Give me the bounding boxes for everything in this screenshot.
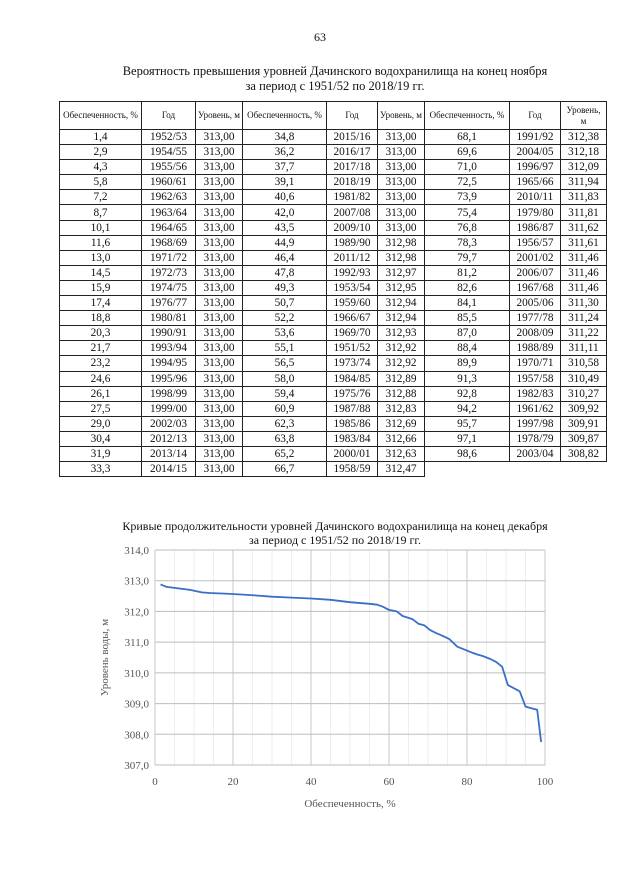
table-cell: 1959/60 <box>327 296 378 311</box>
table-row <box>60 462 607 477</box>
table-cell: 313,00 <box>196 235 243 250</box>
table-cell: 2011/12 <box>327 250 378 265</box>
table-cell: 78,3 <box>425 235 510 250</box>
table-cell: 1990/91 <box>142 326 196 341</box>
y-tick-label: 308,0 <box>124 729 149 742</box>
table-cell: 313,00 <box>196 386 243 401</box>
x-axis-label: Обеспеченность, % <box>304 798 396 810</box>
table-cell: 2009/10 <box>327 220 378 235</box>
table-row <box>60 160 607 175</box>
table-cell: 44,9 <box>243 235 327 250</box>
table-cell: 1956/57 <box>510 235 561 250</box>
table-cell: 312,98 <box>378 250 425 265</box>
table-cell: 311,61 <box>561 235 607 250</box>
table-cell: 1974/75 <box>142 280 196 295</box>
table-cell: 85,5 <box>425 311 510 326</box>
table-cell: 311,30 <box>561 296 607 311</box>
x-tick-label: 60 <box>383 776 395 788</box>
table-cell: 313,00 <box>378 160 425 175</box>
table-cell: 53,6 <box>243 326 327 341</box>
x-tick-label: 20 <box>227 776 239 788</box>
table-cell: 313,00 <box>196 280 243 295</box>
table-header-cell: Год <box>510 102 561 130</box>
table-cell: 313,00 <box>378 220 425 235</box>
table-cell: 312,97 <box>378 265 425 280</box>
table-cell: 1965/66 <box>510 175 561 190</box>
table-cell: 312,92 <box>378 341 425 356</box>
table-row <box>60 130 607 145</box>
table-cell: 312,47 <box>378 462 425 477</box>
table-cell: 1978/79 <box>510 431 561 446</box>
table-cell: 1977/78 <box>510 311 561 326</box>
table-cell: 312,94 <box>378 296 425 311</box>
table-cell: 312,38 <box>561 130 607 145</box>
table-cell: 1992/93 <box>327 265 378 280</box>
table-cell: 313,00 <box>378 190 425 205</box>
table-cell: 75,4 <box>425 205 510 220</box>
table-cell: 313,00 <box>196 265 243 280</box>
table-header-cell: Уровень, м <box>196 102 243 130</box>
table-cell: 66,7 <box>243 462 327 477</box>
table-row <box>60 280 607 295</box>
table-cell: 49,3 <box>243 280 327 295</box>
x-tick-label: 100 <box>536 776 554 788</box>
table-header-cell: Год <box>327 102 378 130</box>
table-row <box>60 326 607 341</box>
table-cell: 313,00 <box>196 296 243 311</box>
level-duration-chart <box>0 540 640 840</box>
table-cell: 13,0 <box>60 250 142 265</box>
y-axis-label: Уровень воды, м <box>99 618 111 697</box>
table-cell: 1954/55 <box>142 145 196 160</box>
table-cell: 313,00 <box>196 401 243 416</box>
table-cell: 92,8 <box>425 386 510 401</box>
table-cell: 63,8 <box>243 431 327 446</box>
table-title-line1: Вероятность превышения уровней Дачинского водохранилища на конец ноября <box>122 64 548 78</box>
table-cell: 2014/15 <box>142 462 196 477</box>
table-cell: 311,46 <box>561 280 607 295</box>
probability-table-container <box>59 101 606 477</box>
table-cell: 1976/77 <box>142 296 196 311</box>
table-row <box>60 446 607 461</box>
table-cell: 1972/73 <box>142 265 196 280</box>
table-title <box>80 64 590 94</box>
table-cell: 2010/11 <box>510 190 561 205</box>
y-tick-label: 311,0 <box>124 637 149 650</box>
table-cell: 312,88 <box>378 386 425 401</box>
table-cell: 1967/68 <box>510 280 561 295</box>
table-cell: 20,3 <box>60 326 142 341</box>
table-cell: 313,00 <box>196 311 243 326</box>
table-cell: 2006/07 <box>510 265 561 280</box>
y-tick-label: 307,0 <box>124 760 149 772</box>
table-cell: 7,2 <box>60 190 142 205</box>
table-cell: 313,00 <box>196 431 243 446</box>
table-cell: 1975/76 <box>327 386 378 401</box>
table-cell: 31,9 <box>60 446 142 461</box>
table-row <box>60 175 607 190</box>
table-cell: 312,09 <box>561 160 607 175</box>
table-cell: 18,8 <box>60 311 142 326</box>
table-cell: 313,00 <box>196 356 243 371</box>
table-cell: 2018/19 <box>327 175 378 190</box>
table-cell: 1983/84 <box>327 431 378 446</box>
table-cell: 1951/52 <box>327 341 378 356</box>
table-cell: 1962/63 <box>142 190 196 205</box>
table-row <box>60 190 607 205</box>
table-cell: 39,1 <box>243 175 327 190</box>
table-cell: 95,7 <box>425 416 510 431</box>
table-cell: 59,4 <box>243 386 327 401</box>
table-cell: 313,00 <box>196 326 243 341</box>
table-cell: 1960/61 <box>142 175 196 190</box>
table-cell: 313,00 <box>196 190 243 205</box>
table-cell: 24,6 <box>60 371 142 386</box>
table-row <box>60 386 607 401</box>
table-cell: 309,87 <box>561 431 607 446</box>
table-cell: 313,00 <box>196 145 243 160</box>
table-cell: 10,1 <box>60 220 142 235</box>
table-cell: 36,2 <box>243 145 327 160</box>
table-cell: 1968/69 <box>142 235 196 250</box>
table-cell: 310,58 <box>561 356 607 371</box>
table-cell: 313,00 <box>196 250 243 265</box>
table-cell: 2015/16 <box>327 130 378 145</box>
table-cell: 312,83 <box>378 401 425 416</box>
table-cell: 2013/14 <box>142 446 196 461</box>
table-cell: 1955/56 <box>142 160 196 175</box>
table-cell: 94,2 <box>425 401 510 416</box>
table-cell: 2003/04 <box>510 446 561 461</box>
table-row <box>60 341 607 356</box>
table-row <box>60 356 607 371</box>
table-cell: 312,94 <box>378 311 425 326</box>
table-cell: 1966/67 <box>327 311 378 326</box>
table-header-cell: Обеспеченность, % <box>243 102 327 130</box>
table-row <box>60 311 607 326</box>
table-cell: 46,4 <box>243 250 327 265</box>
table-cell: 1970/71 <box>510 356 561 371</box>
table-row <box>60 401 607 416</box>
table-cell: 1993/94 <box>142 341 196 356</box>
table-cell: 308,82 <box>561 446 607 461</box>
table-cell: 89,9 <box>425 356 510 371</box>
chart-title-line1: Кривые продолжительности уровней Дачинского водохранилища на конец декабря <box>122 519 548 533</box>
table-cell: 2001/02 <box>510 250 561 265</box>
empty-cell <box>425 462 607 477</box>
table-cell: 1986/87 <box>510 220 561 235</box>
table-cell: 311,22 <box>561 326 607 341</box>
table-cell: 311,94 <box>561 175 607 190</box>
table-cell: 312,69 <box>378 416 425 431</box>
y-tick-label: 309,0 <box>124 698 149 711</box>
table-row <box>60 205 607 220</box>
table-row <box>60 145 607 160</box>
table-row <box>60 235 607 250</box>
table-cell: 1982/83 <box>510 386 561 401</box>
table-cell: 311,81 <box>561 205 607 220</box>
table-cell: 313,00 <box>196 416 243 431</box>
table-cell: 27,5 <box>60 401 142 416</box>
table-cell: 1971/72 <box>142 250 196 265</box>
table-cell: 2,9 <box>60 145 142 160</box>
table-cell: 312,98 <box>378 235 425 250</box>
table-row <box>60 220 607 235</box>
table-cell: 30,4 <box>60 431 142 446</box>
table-cell: 1961/62 <box>510 401 561 416</box>
table-cell: 2008/09 <box>510 326 561 341</box>
table-cell: 68,1 <box>425 130 510 145</box>
table-cell: 1963/64 <box>142 205 196 220</box>
table-cell: 312,92 <box>378 356 425 371</box>
table-cell: 33,3 <box>60 462 142 477</box>
table-cell: 1973/74 <box>327 356 378 371</box>
table-cell: 313,00 <box>196 160 243 175</box>
table-cell: 312,93 <box>378 326 425 341</box>
table-cell: 311,11 <box>561 341 607 356</box>
table-cell: 87,0 <box>425 326 510 341</box>
table-cell: 1991/92 <box>510 130 561 145</box>
table-cell: 2017/18 <box>327 160 378 175</box>
table-cell: 17,4 <box>60 296 142 311</box>
table-cell: 311,62 <box>561 220 607 235</box>
table-cell: 312,18 <box>561 145 607 160</box>
page-number: 63 <box>314 30 326 44</box>
table-cell: 313,00 <box>378 145 425 160</box>
table-cell: 311,24 <box>561 311 607 326</box>
table-cell: 1989/90 <box>327 235 378 250</box>
table-cell: 2002/03 <box>142 416 196 431</box>
table-cell: 313,00 <box>378 175 425 190</box>
table-cell: 1979/80 <box>510 205 561 220</box>
table-cell: 1988/89 <box>510 341 561 356</box>
table-cell: 4,3 <box>60 160 142 175</box>
table-cell: 58,0 <box>243 371 327 386</box>
table-cell: 2005/06 <box>510 296 561 311</box>
table-cell: 313,00 <box>378 205 425 220</box>
table-cell: 1987/88 <box>327 401 378 416</box>
table-cell: 47,8 <box>243 265 327 280</box>
table-cell: 84,1 <box>425 296 510 311</box>
table-row <box>60 431 607 446</box>
table-cell: 91,3 <box>425 371 510 386</box>
table-cell: 1985/86 <box>327 416 378 431</box>
probability-table <box>59 101 607 477</box>
table-cell: 55,1 <box>243 341 327 356</box>
table-cell: 1995/96 <box>142 371 196 386</box>
table-cell: 79,7 <box>425 250 510 265</box>
table-cell: 309,92 <box>561 401 607 416</box>
table-cell: 34,8 <box>243 130 327 145</box>
table-cell: 1997/98 <box>510 416 561 431</box>
y-tick-label: 312,0 <box>124 606 149 619</box>
table-cell: 8,7 <box>60 205 142 220</box>
table-cell: 1998/99 <box>142 386 196 401</box>
table-header-cell: Уровень, м <box>561 102 607 130</box>
table-cell: 23,2 <box>60 356 142 371</box>
table-cell: 42,0 <box>243 205 327 220</box>
table-cell: 81,2 <box>425 265 510 280</box>
table-cell: 1958/59 <box>327 462 378 477</box>
chart-title-line2: за период с 1951/52 по 2018/19 гг. <box>249 533 421 547</box>
table-cell: 309,91 <box>561 416 607 431</box>
x-tick-label: 0 <box>152 776 158 788</box>
table-cell: 52,2 <box>243 311 327 326</box>
table-cell: 312,95 <box>378 280 425 295</box>
table-cell: 313,00 <box>196 371 243 386</box>
table-cell: 1969/70 <box>327 326 378 341</box>
table-cell: 313,00 <box>378 130 425 145</box>
table-cell: 2016/17 <box>327 145 378 160</box>
table-cell: 313,00 <box>196 462 243 477</box>
table-header-cell: Обеспеченность, % <box>60 102 142 130</box>
table-body <box>60 130 607 477</box>
table-cell: 1999/00 <box>142 401 196 416</box>
table-cell: 313,00 <box>196 175 243 190</box>
table-cell: 313,00 <box>196 205 243 220</box>
table-header-row <box>60 102 607 130</box>
table-cell: 310,27 <box>561 386 607 401</box>
table-row <box>60 265 607 280</box>
table-cell: 1996/97 <box>510 160 561 175</box>
table-cell: 313,00 <box>196 446 243 461</box>
table-cell: 311,83 <box>561 190 607 205</box>
table-header-cell: Уровень, м <box>378 102 425 130</box>
table-cell: 2000/01 <box>327 446 378 461</box>
y-tick-label: 310,0 <box>124 667 149 680</box>
table-cell: 2004/05 <box>510 145 561 160</box>
table-cell: 40,6 <box>243 190 327 205</box>
table-row <box>60 371 607 386</box>
table-cell: 50,7 <box>243 296 327 311</box>
table-row <box>60 296 607 311</box>
y-tick-label: 313,0 <box>124 575 149 588</box>
table-cell: 29,0 <box>60 416 142 431</box>
y-tick-label: 314,0 <box>124 545 149 557</box>
table-cell: 37,7 <box>243 160 327 175</box>
table-cell: 43,5 <box>243 220 327 235</box>
table-cell: 312,63 <box>378 446 425 461</box>
table-cell: 313,00 <box>196 130 243 145</box>
table-row <box>60 416 607 431</box>
table-cell: 14,5 <box>60 265 142 280</box>
table-cell: 310,49 <box>561 371 607 386</box>
table-cell: 1,4 <box>60 130 142 145</box>
table-cell: 65,2 <box>243 446 327 461</box>
table-cell: 1980/81 <box>142 311 196 326</box>
table-cell: 71,0 <box>425 160 510 175</box>
table-cell: 72,5 <box>425 175 510 190</box>
table-cell: 26,1 <box>60 386 142 401</box>
table-header-cell: Обеспеченность, % <box>425 102 510 130</box>
table-cell: 82,6 <box>425 280 510 295</box>
table-cell: 97,1 <box>425 431 510 446</box>
table-cell: 311,46 <box>561 265 607 280</box>
table-cell: 1952/53 <box>142 130 196 145</box>
table-cell: 312,66 <box>378 431 425 446</box>
duration-curve-line <box>161 584 542 742</box>
table-cell: 312,89 <box>378 371 425 386</box>
table-cell: 11,6 <box>60 235 142 250</box>
table-cell: 1994/95 <box>142 356 196 371</box>
table-cell: 1957/58 <box>510 371 561 386</box>
table-cell: 1964/65 <box>142 220 196 235</box>
table-cell: 5,8 <box>60 175 142 190</box>
table-cell: 73,9 <box>425 190 510 205</box>
table-cell: 62,3 <box>243 416 327 431</box>
table-title-line2: за период с 1951/52 по 2018/19 гг. <box>245 79 425 93</box>
table-header-cell: Год <box>142 102 196 130</box>
table-row <box>60 250 607 265</box>
table-cell: 15,9 <box>60 280 142 295</box>
table-cell: 1981/82 <box>327 190 378 205</box>
table-cell: 60,9 <box>243 401 327 416</box>
x-tick-label: 80 <box>461 776 473 788</box>
table-cell: 76,8 <box>425 220 510 235</box>
table-cell: 1953/54 <box>327 280 378 295</box>
table-cell: 1984/85 <box>327 371 378 386</box>
table-cell: 311,46 <box>561 250 607 265</box>
table-cell: 313,00 <box>196 341 243 356</box>
table-cell: 98,6 <box>425 446 510 461</box>
x-tick-label: 40 <box>305 776 317 788</box>
table-cell: 88,4 <box>425 341 510 356</box>
table-cell: 56,5 <box>243 356 327 371</box>
table-cell: 2007/08 <box>327 205 378 220</box>
table-cell: 2012/13 <box>142 431 196 446</box>
table-cell: 69,6 <box>425 145 510 160</box>
table-cell: 313,00 <box>196 220 243 235</box>
table-cell: 21,7 <box>60 341 142 356</box>
